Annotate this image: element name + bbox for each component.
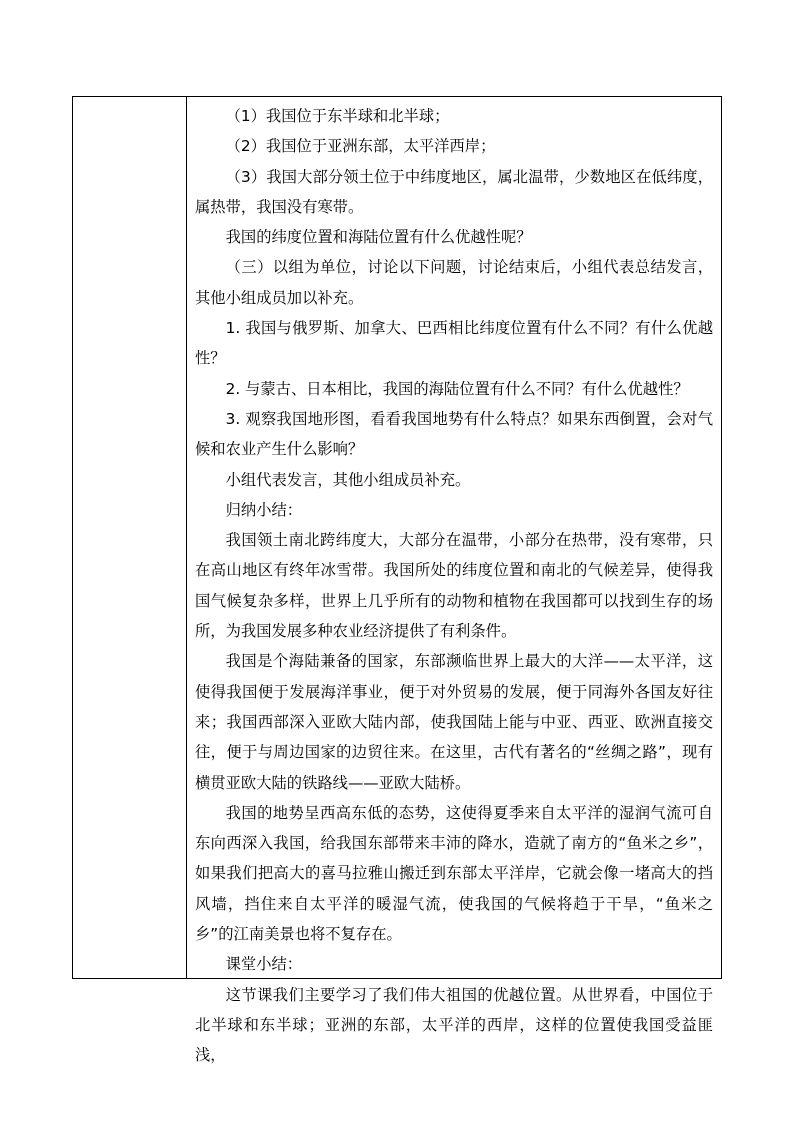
- paragraph: 我国是个海陆兼备的国家，东部濒临世界上最大的大洋——太平洋，这使得我国便于发展海洋事业，便于对外贸易的发展，便于同海外各国友好往来；我国西部深入亚欧大陆内部，使我国陆上能与中亚、西亚、欧洲直接交往，便于与周边国家的边贸往来。在这里，古代有著名的“丝绸之路”，现有横贯亚欧大陆的铁路线——亚欧大陆桥。: [195, 652, 713, 792]
- paragraph: 课堂小结：: [225, 955, 303, 974]
- paragraph: （1）我国位于东半球和北半球；: [225, 107, 450, 125]
- paragraph: （三）以组为单位，讨论以下问题，讨论结束后，小组代表总结发言，其他小组成员加以补充。: [195, 258, 713, 307]
- paragraph: （2）我国位于亚洲东部，太平洋西岸；: [225, 137, 496, 156]
- paragraph: 这节课我们主要学习了我们伟大祖国的优越位置。从世界看，中国位于北半球和东半球；亚洲的东部，太平洋的西岸，这样的位置使我国受益匪浅，: [195, 985, 713, 1065]
- paragraph: 3. 观察我国地形图，看看我国地势有什么特点？如果东西倒置，会对气候和农业产生什么影响？: [195, 409, 713, 459]
- paragraph: 我国的地势呈西高东低的态势，这使得夏季来自太平洋的湿润气流可自东向西深入我国，给我国东部带来丰沛的降水，造就了南方的“鱼米之乡”，如果我们把高大的喜马拉雅山搬迁到东部太平洋岸，它就会像一堵高大的挡风墙，挡住来自太平洋的暖湿气流，使我国的气候将趋于干旱，“鱼米之乡”的江南美景也将不复存在。: [195, 803, 713, 944]
- paragraph: 我国领土南北跨纬度大，大部分在温带，小部分在热带，没有寒带，只在高山地区有终年冰雪带。我国所处的纬度位置和南北的气候差异，使得我国气候复杂多样，世界上几乎所有的动物和植物在我国都可以找到生存的场所，为我国发展多种农业经济提供了有利条件。: [195, 531, 713, 641]
- paragraph: 归纳小结：: [225, 500, 303, 519]
- paragraph: 1. 我国与俄罗斯、加拿大、巴西相比纬度位置有什么不同？有什么优越性？: [195, 319, 713, 368]
- paragraph: 我国的纬度位置和海陆位置有什么优越性呢？: [225, 228, 532, 247]
- table-content-cell: [187, 97, 721, 1065]
- paragraph: 小组代表发言，其他小组成员补充。: [225, 470, 471, 489]
- table-left-cell: [73, 97, 187, 978]
- lesson-table: [72, 96, 722, 1065]
- paragraph: （3）我国大部分领土位于中纬度地区，属北温带，少数地区在低纬度，属热带，我国没有寒带。: [195, 167, 713, 216]
- paragraph: 2. 与蒙古、日本相比，我国的海陆位置有什么不同？有什么优越性？: [225, 379, 689, 398]
